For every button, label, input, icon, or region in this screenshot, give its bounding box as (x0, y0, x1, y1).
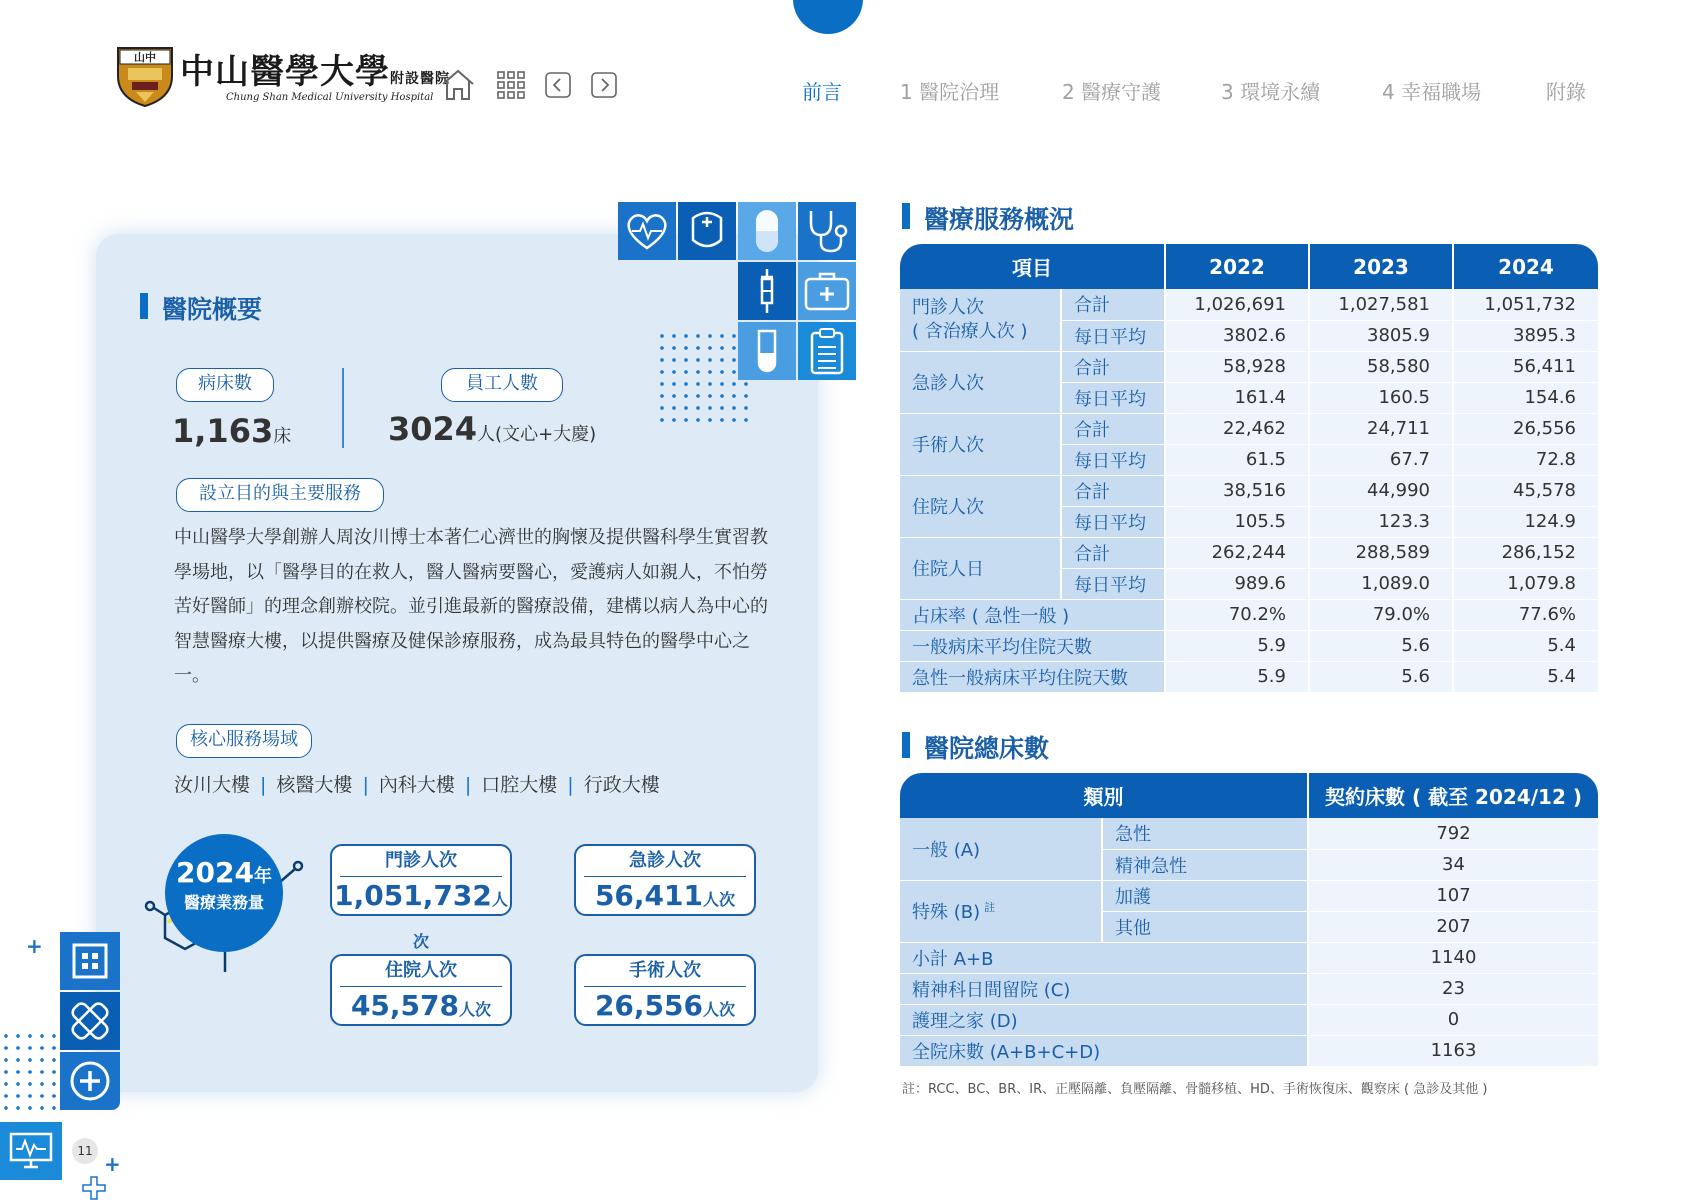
purpose-text: 中山醫學大學創辦人周汝川博士本著仁心濟世的胸懷及提供醫科學生實習教學場地，以「醫學目的在救人，醫人醫病要醫心，愛護病人如親人，不怕勞苦好醫師」的理念創辦校院。並引進最新的醫療設備，建構以病人為中心的智慧醫療大樓，以提供醫療及健保診療服務，成為最具特色的醫學中心之一。 (174, 527, 768, 687)
table-row: 急性一般病床平均住院天數 5.9 5.6 5.4 (900, 661, 1598, 692)
row-label: 護理之家 (D) (900, 1004, 1308, 1035)
plus-outline-icon (82, 1176, 106, 1200)
core-label: 核心服務場域 (176, 724, 312, 758)
stethoscope-icon (798, 202, 856, 260)
beds-count: 1,163床 (172, 412, 292, 450)
services-title: 醫療服務概況 (902, 200, 1074, 236)
table-row: 每日平均 105.5 123.3 124.9 (900, 506, 1598, 537)
badge-icon (116, 46, 174, 108)
purpose-label: 設立目的與主要服務 (176, 478, 384, 512)
stat-inpatient: 住院人次 45,578人次 (330, 954, 512, 1026)
building-item: 汝川大樓 (174, 774, 251, 796)
row-label: 一般 (A) (900, 818, 1102, 880)
stat-emergency: 急診人次 56,411人次 (574, 844, 756, 916)
building-item: 核醫大樓 (276, 774, 353, 796)
row-label: 急診人次 (900, 351, 1061, 413)
stat-surgery: 手術人次 26,556人次 (574, 954, 756, 1026)
col-header-contract-beds: 契約床數 ( 截至 2024/12 ) (1308, 773, 1598, 818)
row-label: 一般病床平均住院天數 (900, 630, 1165, 661)
nav-appendix[interactable]: 附錄 (1546, 80, 1586, 104)
staff-label: 員工人數 (441, 368, 563, 402)
bandage-icon (60, 992, 120, 1050)
table-header-row (900, 244, 1598, 289)
table-row: 全院床數 (A+B+C+D) 1163 (900, 1035, 1598, 1066)
logo-text: 中山醫學大學附設醫院 (180, 52, 450, 92)
page-number: 11 (72, 1138, 98, 1164)
monitor-icon (0, 1122, 62, 1180)
decorative-dots (0, 1030, 62, 1110)
chevron-left-icon[interactable] (544, 68, 572, 102)
table-row: 每日平均 989.6 1,089.0 1,079.8 (900, 568, 1598, 599)
grid-icon[interactable] (495, 68, 527, 102)
table-row: 護理之家 (D) 0 (900, 1004, 1598, 1035)
nav-governance[interactable]: 1 醫院治理 (900, 80, 1000, 104)
col-header-2022: 2022 (1165, 244, 1309, 289)
table-row: 手術人次 合計 22,462 24,711 26,556 (900, 413, 1598, 444)
row-label: 特殊 (B) $^註$ (900, 880, 1102, 942)
nav-medical-care[interactable]: 2 醫療守護 (1062, 80, 1162, 104)
table-header-row (900, 773, 1598, 818)
buildings-list: 汝川大樓 | 核醫大樓 | 內科大樓 | 口腔大樓 | 行政大樓 (174, 774, 660, 796)
medical-icon-tiles (618, 202, 856, 384)
table-row: 住院人次 合計 38,516 44,990 45,578 (900, 475, 1598, 506)
row-label: 住院人日 (900, 537, 1061, 599)
building-item: 口腔大樓 (481, 774, 558, 796)
nav-workplace[interactable]: 4 幸福職場 (1382, 80, 1482, 104)
beds-footnote: 註：RCC、BC、BR、IR、正壓隔離、負壓隔離、骨髓移植、HD、手術恢復床、觀察床 ( 急診及其他 ) (902, 1082, 1488, 1097)
clipboard-icon (798, 322, 856, 380)
table-row: 精神科日間留院 (C) 23 (900, 973, 1598, 1004)
hospital-logo[interactable] (116, 44, 450, 114)
table-row: 每日平均 161.4 160.5 154.6 (900, 382, 1598, 413)
beds-label: 病床數 (176, 368, 274, 402)
plus-icon: + (26, 934, 43, 958)
first-aid-kit-icon (798, 262, 856, 320)
row-label: 精神科日間留院 (C) (900, 973, 1308, 1004)
plus-icon: + (104, 1152, 121, 1176)
side-icon-strip (60, 932, 120, 1110)
building-item: 行政大樓 (583, 774, 660, 796)
row-label: 急性一般病床平均住院天數 (900, 661, 1165, 692)
table-row: 住院人日 合計 262,244 288,589 286,152 (900, 537, 1598, 568)
row-label: 占床率 ( 急性一般 ) (900, 599, 1165, 630)
nav-environment[interactable]: 3 環境永續 (1221, 80, 1321, 104)
test-tube-icon (738, 322, 796, 380)
row-label: 小計 A+B (900, 942, 1308, 973)
table-row: 門診人次 ( 含治療人次 ) 合計 1,026,691 1,027,581 1,051,732 (900, 289, 1598, 320)
table-row: 一般 (A) 急性 792 (900, 818, 1598, 849)
syringe-icon (738, 262, 796, 320)
nav-preface[interactable]: 前言 (802, 80, 842, 104)
plus-circle-icon (60, 1052, 120, 1110)
table-row: 每日平均 61.5 67.7 72.8 (900, 444, 1598, 475)
col-header-2023: 2023 (1309, 244, 1453, 289)
decorative-circle (793, 0, 863, 34)
row-label: 門診人次 ( 含治療人次 ) (900, 289, 1061, 351)
table-row: 占床率 ( 急性一般 ) 70.2% 79.0% 77.6% (900, 599, 1598, 630)
services-table (900, 244, 1598, 693)
staff-count: 3024人(文心+大慶) (388, 410, 597, 448)
table-row: 急診人次 合計 58,928 58,580 56,411 (900, 351, 1598, 382)
logo-english: Chung Shan Medical University Hospital (226, 92, 434, 103)
building-item: 內科大樓 (378, 774, 455, 796)
overview-title: 醫院概要 (140, 290, 262, 326)
chevron-right-icon[interactable] (590, 68, 618, 102)
heart-icon (618, 202, 676, 260)
table-row: 每日平均 3802.6 3805.9 3895.3 (900, 320, 1598, 351)
year-summary-badge: 2024年 醫療業務量 (165, 834, 283, 952)
beds-table (900, 773, 1598, 1067)
stat-outpatient: 門診人次 1,051,732人次 (330, 844, 512, 916)
row-label: 住院人次 (900, 475, 1061, 537)
nurse-cap-icon (678, 202, 736, 260)
row-label: 手術人次 (900, 413, 1061, 475)
col-header-item: 項目 (900, 244, 1165, 289)
table-row: 其他 207 (900, 911, 1598, 942)
beds-title: 醫院總床數 (902, 729, 1049, 765)
table-row: 特殊 (B) $^註$ 加護 107 (900, 880, 1598, 911)
row-label: 全院床數 (A+B+C+D) (900, 1035, 1308, 1066)
table-row: 精神急性 34 (900, 849, 1598, 880)
capsule-icon (738, 202, 796, 260)
col-header-2024: 2024 (1453, 244, 1598, 289)
building-icon (60, 932, 120, 990)
divider (342, 368, 344, 448)
table-row: 小計 A+B 1140 (900, 942, 1598, 973)
col-header-category: 類別 (900, 773, 1308, 818)
svg-text:山中: 山中 (134, 51, 156, 64)
table-row: 一般病床平均住院天數 5.9 5.6 5.4 (900, 630, 1598, 661)
home-icon[interactable] (440, 68, 476, 102)
